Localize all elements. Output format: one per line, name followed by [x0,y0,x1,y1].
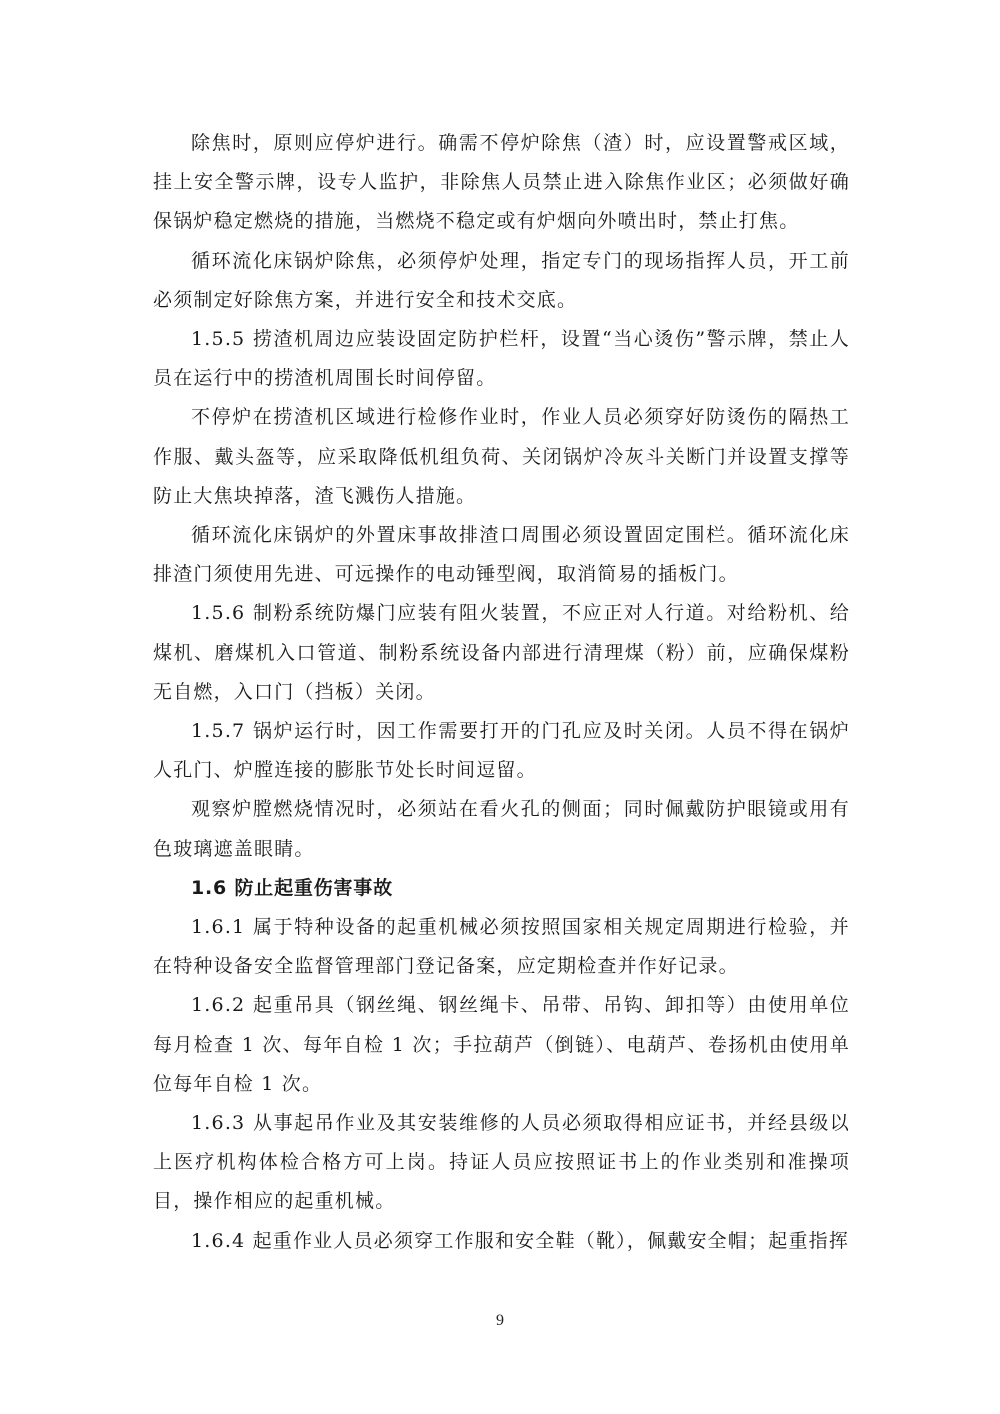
paragraph-1-6-3: 1.6.3 从事起吊作业及其安装维修的人员必须取得相应证书，并经县级以上医疗机构体检合格方可上岗。持证人员应按照证书上的作业类别和准操项目，操作相应的起重机械。 [153,1112,850,1213]
section-heading-1-6: 1.6 防止起重伤害事故 [191,876,393,899]
paragraph-1-5-5: 1.5.5 捞渣机周边应装设固定防护栏杆，设置“当心烫伤”警示牌，禁止人员在运行中的捞渣机周围长时间停留。 [153,328,850,390]
document-body [153,124,850,1261]
paragraph-1-6-1: 1.6.1 属于特种设备的起重机械必须按照国家相关规定周期进行检验，并在特种设备安全监督管理部门登记备案，应定期检查并作好记录。 [153,916,850,978]
paragraph-1-6-2: 1.6.2 起重吊具（钢丝绳、钢丝绳卡、吊带、吊钩、卸扣等）由使用单位每月检查 1 次、每年自检 1 次；手拉葫芦（倒链）、电葫芦、卷扬机由使用单位每年自检 1 次。 [153,994,850,1095]
paragraph-slag-removal: 除焦时，原则应停炉进行。确需不停炉除焦（渣）时，应设置警戒区域，挂上安全警示牌，设专人监护，非除焦人员禁止进入除焦作业区；必须做好确保锅炉稳定燃烧的措施，当燃烧不稳定或有炉烟向外喷出时，禁止打焦。 [153,132,850,233]
paragraph-external-bed: 循环流化床锅炉的外置床事故排渣口周围必须设置固定围栏。循环流化床排渣门须使用先进、可远操作的电动锤型阀，取消简易的插板门。 [153,524,850,586]
paragraph-furnace-observation: 观察炉膛燃烧情况时，必须站在看火孔的侧面；同时佩戴防护眼镜或用有色玻璃遮盖眼睛。 [153,798,850,860]
paragraph-1-5-6: 1.5.6 制粉系统防爆门应装有阻火装置，不应正对人行道。对给粉机、给煤机、磨煤机入口管道、制粉系统设备内部进行清理煤（粉）前，应确保煤粉无自燃，入口门（挡板）关闭。 [153,602,850,703]
paragraph-1-6-4: 1.6.4 起重作业人员必须穿工作服和安全鞋（靴），佩戴安全帽；起重指挥 [191,1229,850,1252]
paragraph-1-5-7: 1.5.7 锅炉运行时，因工作需要打开的门孔应及时关闭。人员不得在锅炉人孔门、炉膛连接的膨胀节处长时间逗留。 [153,720,850,782]
paragraph-maintenance-without-shutdown: 不停炉在捞渣机区域进行检修作业时，作业人员必须穿好防烫伤的隔热工作服、戴头盔等，应采取降低机组负荷、关闭锅炉冷灰斗关断门并设置支撑等防止大焦块掉落，渣飞溅伤人措施。 [153,406,850,507]
paragraph-cfb-slag-removal: 循环流化床锅炉除焦，必须停炉处理，指定专门的现场指挥人员，开工前必须制定好除焦方案，并进行安全和技术交底。 [153,249,850,311]
page-number: 9 [496,1312,504,1329]
